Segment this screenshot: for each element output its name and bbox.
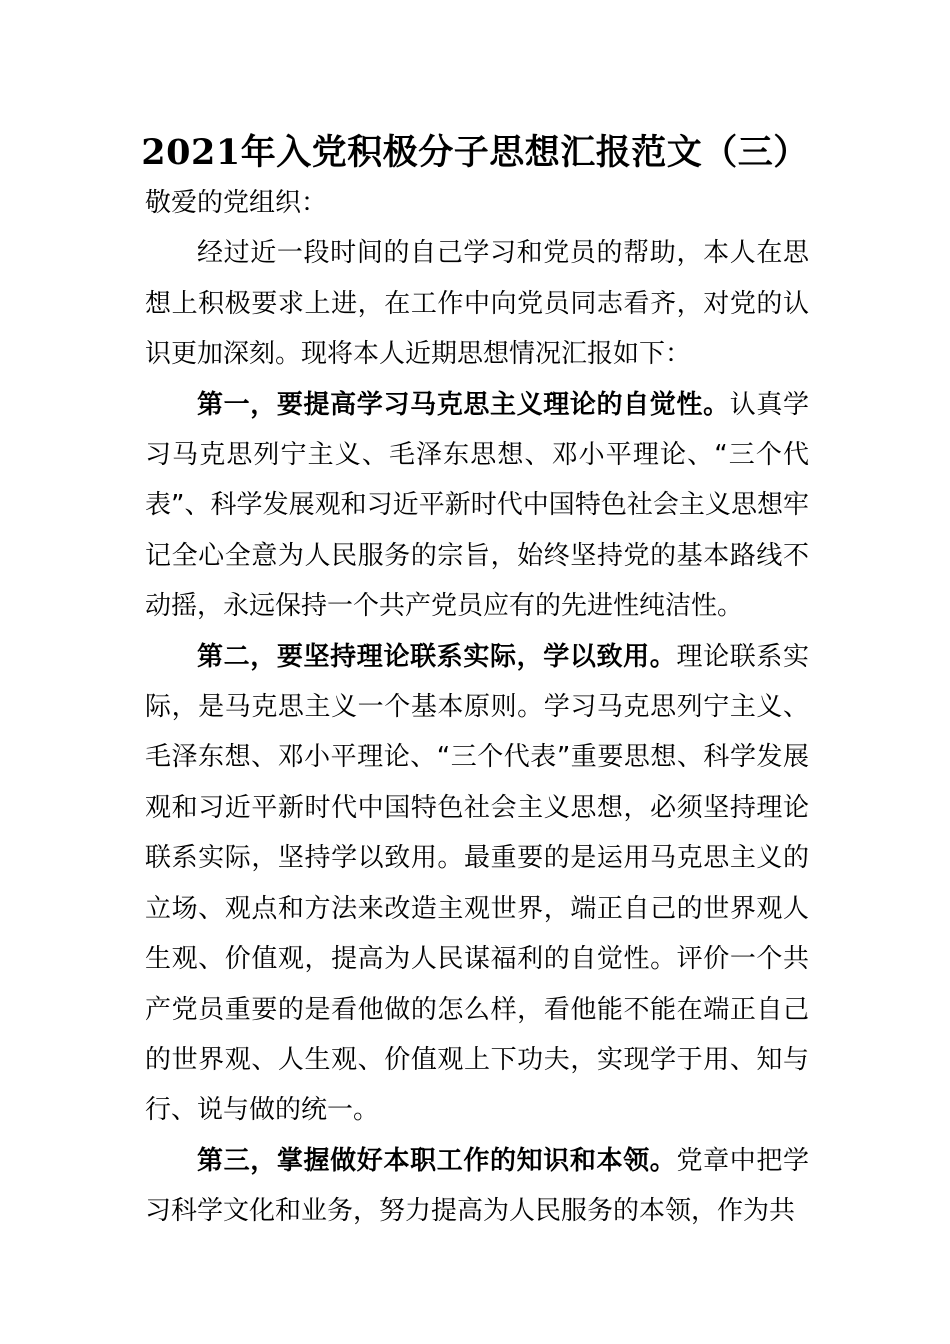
section-heading-2: 第二，要坚持理论联系实际，学以致用。 <box>197 641 677 672</box>
section-text-2: 理论联系实际，是马克思主义一个基本原则。学习马克思列宁主义、毛泽东想、邓小平理论、“三个代表”重要思想、科学发展观和习近平新时代中国特色社会主义思想，必须坚持理论联系实际，坚持学以致用。最重要的是运用马克思主义的立场、观点和方法来改造主观世界，端正自己的世界观人生观、价值观，提高为人民谋福利的自觉性。评价一个共产党员重要的是看他做的怎么样，看他能不能在端正自己的世界观、人生观、价值观上下功夫，实现学于用、知与行、说与做的统一。 <box>145 641 809 1126</box>
document-body <box>145 178 809 1237</box>
section-heading-1: 第一，要提高学习马克思主义理论的自觉性。 <box>197 389 730 420</box>
section-paragraph-3 <box>145 1136 809 1237</box>
salutation: 敬爱的党组织： <box>145 188 328 218</box>
intro-paragraph: 经过近一段时间的自己学习和党员的帮助，本人在思想上积极要求上进，在工作中向党员同志看齐，对党的认识更加深刻。现将本人近期思想情况汇报如下： <box>145 238 809 370</box>
section-paragraph-2 <box>145 632 809 1136</box>
section-heading-3: 第三，掌握做好本职工作的知识和本领。 <box>197 1145 677 1176</box>
section-text-3: 党章中把学习科学文化和业务，努力提高为人民服务的本领，作为共 <box>145 1145 809 1227</box>
section-text-1: 认真学习马克思列宁主义、毛泽东思想、邓小平理论、“三个代表”、科学发展观和习近平新时代中国特色社会主义思想牢记全心全意为人民服务的宗旨，始终坚持党的基本路线不动摇，永远保持一个共产党员应有的先进性纯洁性。 <box>145 389 809 622</box>
document-title: 2021年入党积极分子思想汇报范文（三） <box>141 132 809 173</box>
section-paragraph-1 <box>145 380 809 632</box>
